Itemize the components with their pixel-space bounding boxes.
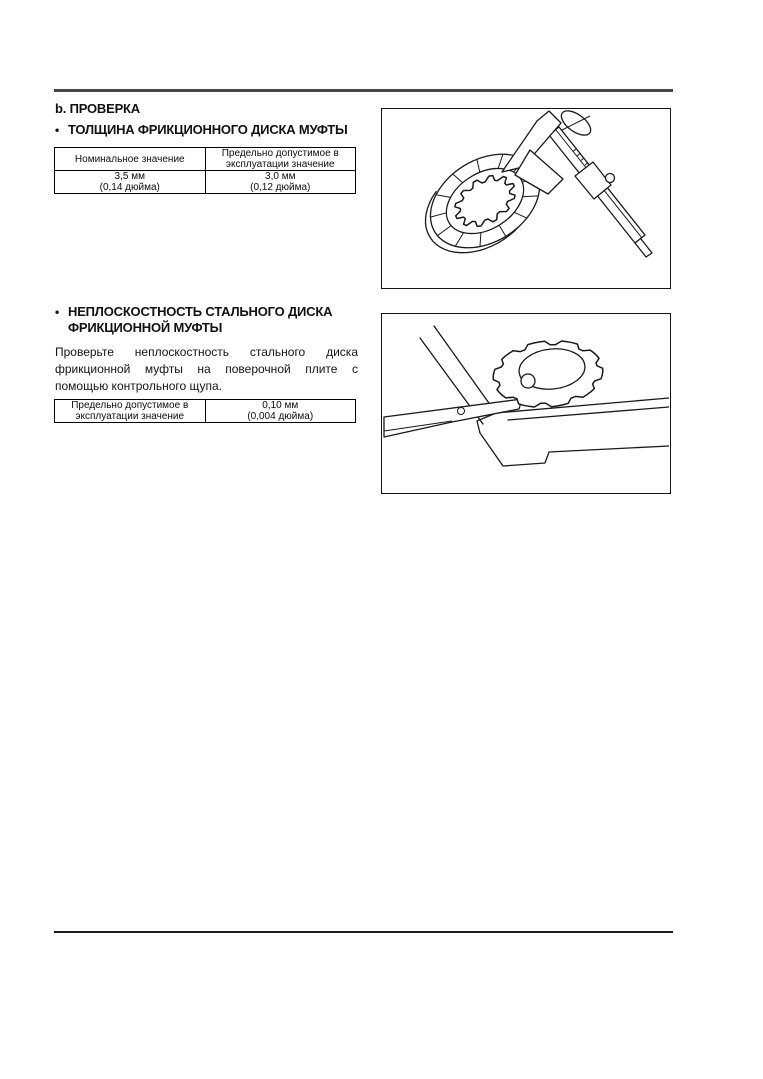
figure-feeler-gauge-box xyxy=(381,313,671,494)
caliper-measuring-disc-illustration xyxy=(382,109,669,287)
thickness-title-text: ТОЛЩИНА ФРИКЦИОННОГО ДИСКА МУФТЫ xyxy=(68,122,348,137)
figure-caliper-box xyxy=(381,108,671,289)
flatness-section-title xyxy=(55,304,332,336)
value-cell-nominal: 3,5 мм (0,14 дюйма) xyxy=(55,171,206,194)
table-row xyxy=(55,400,356,423)
flatness-title-line1: НЕПЛОСКОСТНОСТЬ СТАЛЬНОГО ДИСКА xyxy=(68,304,333,319)
thickness-section-title xyxy=(55,122,348,138)
bullet-icon: • xyxy=(55,123,60,137)
label-cell-limit: Предельно допустимое в эксплуатации значение xyxy=(55,400,206,423)
feeler-gauge-illustration xyxy=(382,314,669,492)
thickness-spec-table xyxy=(54,147,356,194)
flatness-instructions: Проверьте неплоскостность стального диска фрикционной муфты на поверочной плите с помощью контрольного щупа. xyxy=(55,345,358,393)
bullet-icon: • xyxy=(55,305,60,319)
flatness-spec-table xyxy=(54,399,356,423)
value-cell-limit: 3,0 мм (0,12 дюйма) xyxy=(205,171,356,194)
header-cell-limit: Предельно допустимое в эксплуатации значение xyxy=(205,148,356,171)
bottom-rule xyxy=(54,931,673,933)
flatness-title-line2: ФРИКЦИОННОЙ МУФТЫ xyxy=(68,320,223,335)
section-heading: b. ПРОВЕРКА xyxy=(55,101,140,116)
top-rule xyxy=(54,89,673,92)
table-value-row xyxy=(55,171,356,194)
value-cell-limit: 0,10 мм (0,004 дюйма) xyxy=(205,400,356,423)
table-header-row xyxy=(55,148,356,171)
header-cell-nominal: Номинальное значение xyxy=(55,148,206,171)
